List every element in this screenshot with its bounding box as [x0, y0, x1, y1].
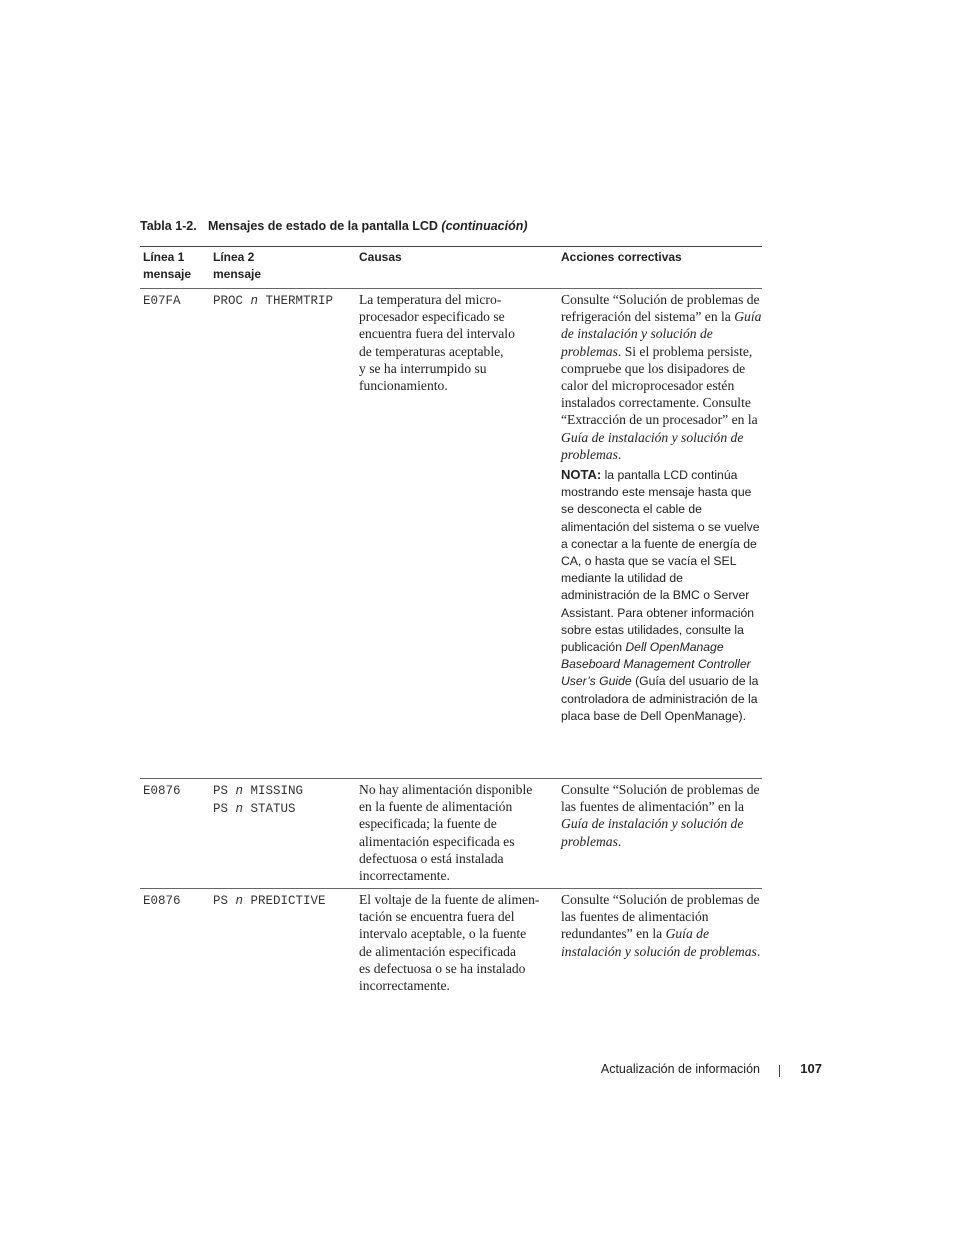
table-number: Tabla 1-2.	[140, 219, 197, 233]
actions-cell	[561, 289, 762, 725]
line2-message	[213, 889, 355, 911]
header-actions: Acciones correctivas	[561, 250, 682, 264]
header-causes: Causas	[359, 250, 402, 264]
lcd-status-table	[140, 246, 762, 999]
causes-text: No hay alimentación disponible en la fuente de alimentación especificada; la fuente de alimentación especificada es defectuosa o está instalada incorrectamente.	[359, 782, 533, 884]
table-caption	[140, 219, 528, 233]
line1-code: E0876	[143, 784, 181, 798]
line1-code: E0876	[143, 894, 181, 908]
line2-text: PS n MISSING	[213, 784, 304, 798]
actions-text: Consulte “Solución de problemas de refrigeración del sistema” en la Guía de instalación y solución de problemas. Si el problema persiste, compruebe que los disipadores de calor del microprocesador estén instalados correctamente. Consulte “Extracción de un procesador” en la Guía de instalación y solución de problemas.	[561, 292, 762, 462]
footer-section-title: Actualización de información	[600, 1062, 760, 1076]
actions-text: Consulte “Solución de problemas de las fuentes de alimentación” en la Guía de instalación y solución de problemas.	[561, 782, 760, 849]
actions-cell	[561, 779, 762, 850]
note-label: NOTA:	[561, 467, 602, 483]
footer-divider	[779, 1065, 780, 1077]
table-continued-label: (continuación)	[441, 219, 528, 233]
header-line1: Línea 1 mensaje	[143, 250, 192, 281]
actions-text: Consulte “Solución de problemas de las fuentes de alimentación redundantes” en la Guía de instalación y solución de problemas.	[561, 892, 761, 959]
header-line2: Línea 2 mensaje	[213, 250, 262, 281]
line2-text: PS n STATUS	[213, 801, 296, 816]
causes-text: La temperatura del micro- procesador especificado se encuentra fuera del intervalo de temperaturas aceptable, y se ha interrumpido su funcionamiento.	[359, 292, 515, 394]
page-number: 107	[800, 1061, 822, 1076]
line1-code: E07FA	[143, 294, 181, 308]
table-title: Mensajes de estado de la pantalla LCD	[208, 219, 442, 233]
actions-cell	[561, 889, 762, 960]
table-row	[140, 888, 762, 999]
table-row	[140, 778, 762, 888]
note-text: NOTA: la pantalla LCD continúa mostrando este mensaje hasta que se desconecta el cable de alimentación del sistema o se vuelve a conectar a la fuente de energía de CA, o hasta que se vacía el SEL mediante la utilidad de administración de la BMC o Server Assistant. Para obtener información sobre estas utilidades, consulte la publicación Dell OpenManage Baseboard Management Controller User’s Guide (Guía del usuario de la controladora de administración de la placa base de Dell OpenManage).	[561, 467, 760, 723]
line2-text: PROC n THERMTRIP	[213, 294, 334, 308]
page-footer	[560, 1062, 822, 1082]
line2-message	[213, 289, 355, 311]
line2-text: PS n PREDICTIVE	[213, 894, 326, 908]
causes-text: El voltaje de la fuente de alimen- tación se encuentra fuera del intervalo aceptable, o la fuente de alimentación especificada es defectuosa o se ha instalado incorrectamente.	[359, 892, 540, 994]
table-header-row	[140, 246, 762, 288]
line2-message	[213, 779, 355, 818]
table-row	[140, 288, 762, 778]
